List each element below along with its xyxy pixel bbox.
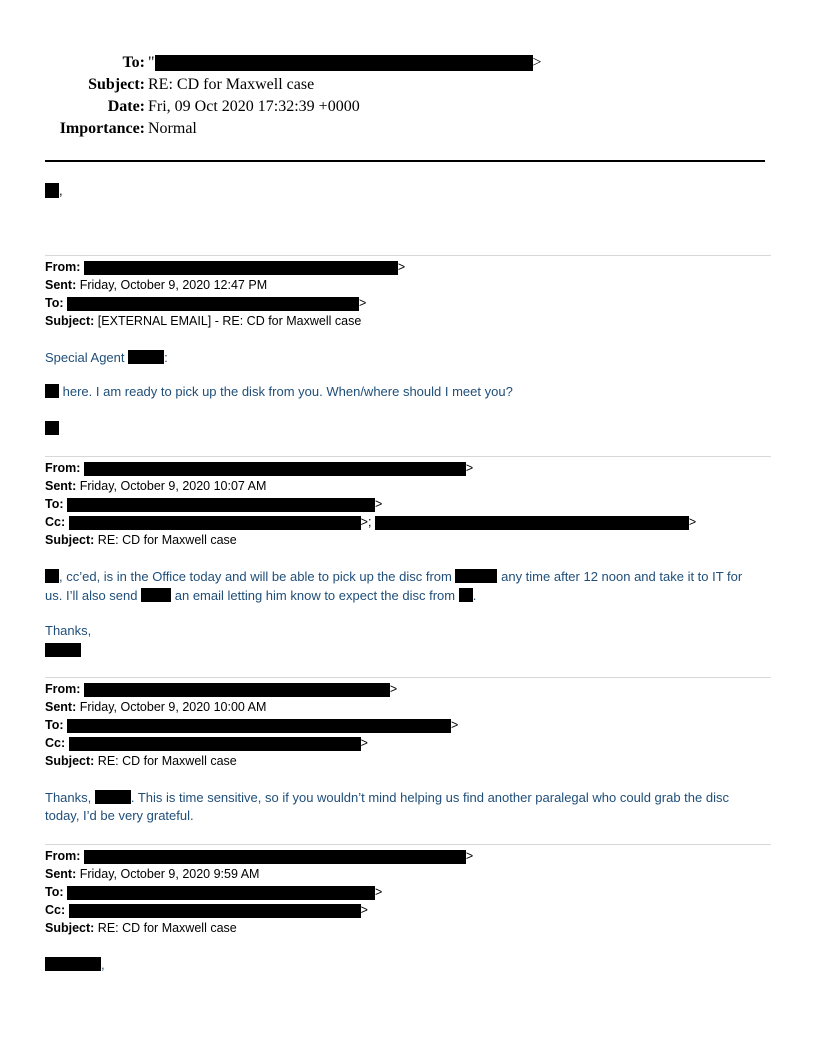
to-label: To: <box>45 497 64 511</box>
message-2-from <box>45 459 473 477</box>
header-to-value <box>148 52 542 74</box>
from-suffix: > <box>465 461 474 475</box>
body-text: . <box>472 588 477 603</box>
greeting-end: , <box>101 957 105 972</box>
from-label: From: <box>45 849 81 863</box>
redaction-block <box>67 498 375 512</box>
message-2-subject <box>45 531 237 549</box>
subject-label: Subject: <box>45 921 95 935</box>
greeting-suffix: , <box>59 183 63 198</box>
header-to-row <box>0 52 760 74</box>
message-divider <box>45 456 771 457</box>
subject-label: Subject: <box>45 314 95 328</box>
message-4-greeting <box>45 955 775 974</box>
sent-value: Friday, October 9, 2020 10:07 AM <box>79 479 267 493</box>
from-suffix: > <box>389 682 398 696</box>
redaction-block <box>45 569 59 583</box>
header-importance-row <box>0 118 760 140</box>
message-4-to <box>45 883 382 901</box>
redaction-block <box>155 55 533 71</box>
message-3-subject <box>45 752 237 770</box>
from-suffix: > <box>397 260 406 274</box>
sent-label: Sent: <box>45 700 77 714</box>
message-3-body-line-2: today, I’d be very grateful. <box>45 808 194 823</box>
redaction-block <box>67 297 359 311</box>
sent-value: Friday, October 9, 2020 10:00 AM <box>79 700 267 714</box>
redaction-block <box>459 588 473 602</box>
redaction-block <box>84 261 398 275</box>
redaction-block <box>95 790 131 804</box>
message-divider <box>45 255 771 256</box>
message-3-sent <box>45 698 266 716</box>
message-1-body <box>45 382 775 401</box>
greeting <box>45 181 775 200</box>
cc-label: Cc: <box>45 903 66 917</box>
cc-suffix: > <box>360 736 368 750</box>
header-to-suffix: > <box>532 54 542 71</box>
to-suffix: > <box>359 296 367 310</box>
redaction-block <box>375 516 689 530</box>
body-text: any time after 12 noon and take it to IT for <box>501 569 743 584</box>
header-to-prefix: " <box>148 54 155 71</box>
message-4-cc <box>45 901 368 919</box>
redaction-block <box>84 462 466 476</box>
header-subject-value: RE: CD for Maxwell case <box>148 76 315 93</box>
to-suffix: > <box>451 718 459 732</box>
message-2-body-line-1 <box>45 567 775 586</box>
message-3-body-line-1 <box>45 788 775 807</box>
redaction-block <box>69 737 361 751</box>
message-1-subject <box>45 312 361 330</box>
from-label: From: <box>45 682 81 696</box>
message-2-to <box>45 495 382 513</box>
sent-label: Sent: <box>45 278 77 292</box>
redaction-block <box>45 421 59 435</box>
body-text: , cc’ed, is in the Office today and will be able to pick up the disc from <box>59 569 452 584</box>
header-date-label: Date: <box>107 98 145 115</box>
redaction-block <box>45 643 81 657</box>
message-4-from <box>45 847 473 865</box>
sent-label: Sent: <box>45 867 77 881</box>
salutation-end: : <box>164 350 168 365</box>
subject-label: Subject: <box>45 533 95 547</box>
message-2-body-line-2 <box>45 586 775 605</box>
to-label: To: <box>45 718 64 732</box>
redaction-block <box>84 683 390 697</box>
message-3-from <box>45 680 397 698</box>
to-suffix: > <box>375 497 383 511</box>
redaction-block <box>67 719 451 733</box>
body-text: us. I’ll also send <box>45 588 138 603</box>
sent-label: Sent: <box>45 479 77 493</box>
redaction-block <box>69 516 361 530</box>
to-label: To: <box>45 885 64 899</box>
redaction-block <box>141 588 171 602</box>
header-to-label: To: <box>122 54 145 71</box>
redaction-block <box>45 384 59 398</box>
body-text: Thanks, <box>45 790 92 805</box>
message-2-sent <box>45 477 266 495</box>
subject-value: [EXTERNAL EMAIL] - RE: CD for Maxwell case <box>97 314 362 328</box>
cc-suffix: > <box>688 515 697 529</box>
header-divider <box>45 160 765 162</box>
body-text: an email letting him know to expect the disc from <box>174 588 456 603</box>
body-text: . This is time sensitive, so if you wouldn’t mind helping us find another paralegal who could grab the disc <box>130 790 729 805</box>
message-3-cc <box>45 734 368 752</box>
message-1-salutation <box>45 348 775 367</box>
message-4-subject <box>45 919 237 937</box>
header-subject-row <box>0 74 760 96</box>
to-label: To: <box>45 296 64 310</box>
from-suffix: > <box>465 849 474 863</box>
header-importance-label: Importance: <box>59 120 145 137</box>
header-date-value: Fri, 09 Oct 2020 17:32:39 +0000 <box>148 98 360 115</box>
message-divider <box>45 677 771 678</box>
message-2-signoff: Thanks, <box>45 623 92 638</box>
sent-value: Friday, October 9, 2020 9:59 AM <box>79 867 260 881</box>
message-1-sent <box>45 276 267 294</box>
message-1-to <box>45 294 366 312</box>
subject-value: RE: CD for Maxwell case <box>97 754 237 768</box>
message-2-cc <box>45 513 696 531</box>
header-importance-value: Normal <box>148 120 197 137</box>
subject-value: RE: CD for Maxwell case <box>97 533 237 547</box>
cc-separator: >; <box>360 515 372 529</box>
header-date-row <box>0 96 760 118</box>
cc-suffix: > <box>360 903 368 917</box>
redaction-block <box>45 183 59 198</box>
message-4-sent <box>45 865 259 883</box>
redaction-block <box>84 850 466 864</box>
message-1-from <box>45 258 405 276</box>
message-3-to <box>45 716 458 734</box>
from-label: From: <box>45 260 81 274</box>
sent-value: Friday, October 9, 2020 12:47 PM <box>79 278 268 292</box>
cc-label: Cc: <box>45 736 66 750</box>
body-text: here. I am ready to pick up the disk from you. When/where should I meet you? <box>62 384 513 399</box>
from-label: From: <box>45 461 81 475</box>
redaction-block <box>455 569 497 583</box>
redaction-block <box>69 904 361 918</box>
to-suffix: > <box>375 885 383 899</box>
redaction-block <box>45 957 101 971</box>
salutation-text: Special Agent <box>45 350 125 365</box>
header-subject-label: Subject: <box>88 76 145 93</box>
subject-value: RE: CD for Maxwell case <box>97 921 237 935</box>
cc-label: Cc: <box>45 515 66 529</box>
message-divider <box>45 844 771 845</box>
redaction-block <box>128 350 164 364</box>
redaction-block <box>67 886 375 900</box>
subject-label: Subject: <box>45 754 95 768</box>
